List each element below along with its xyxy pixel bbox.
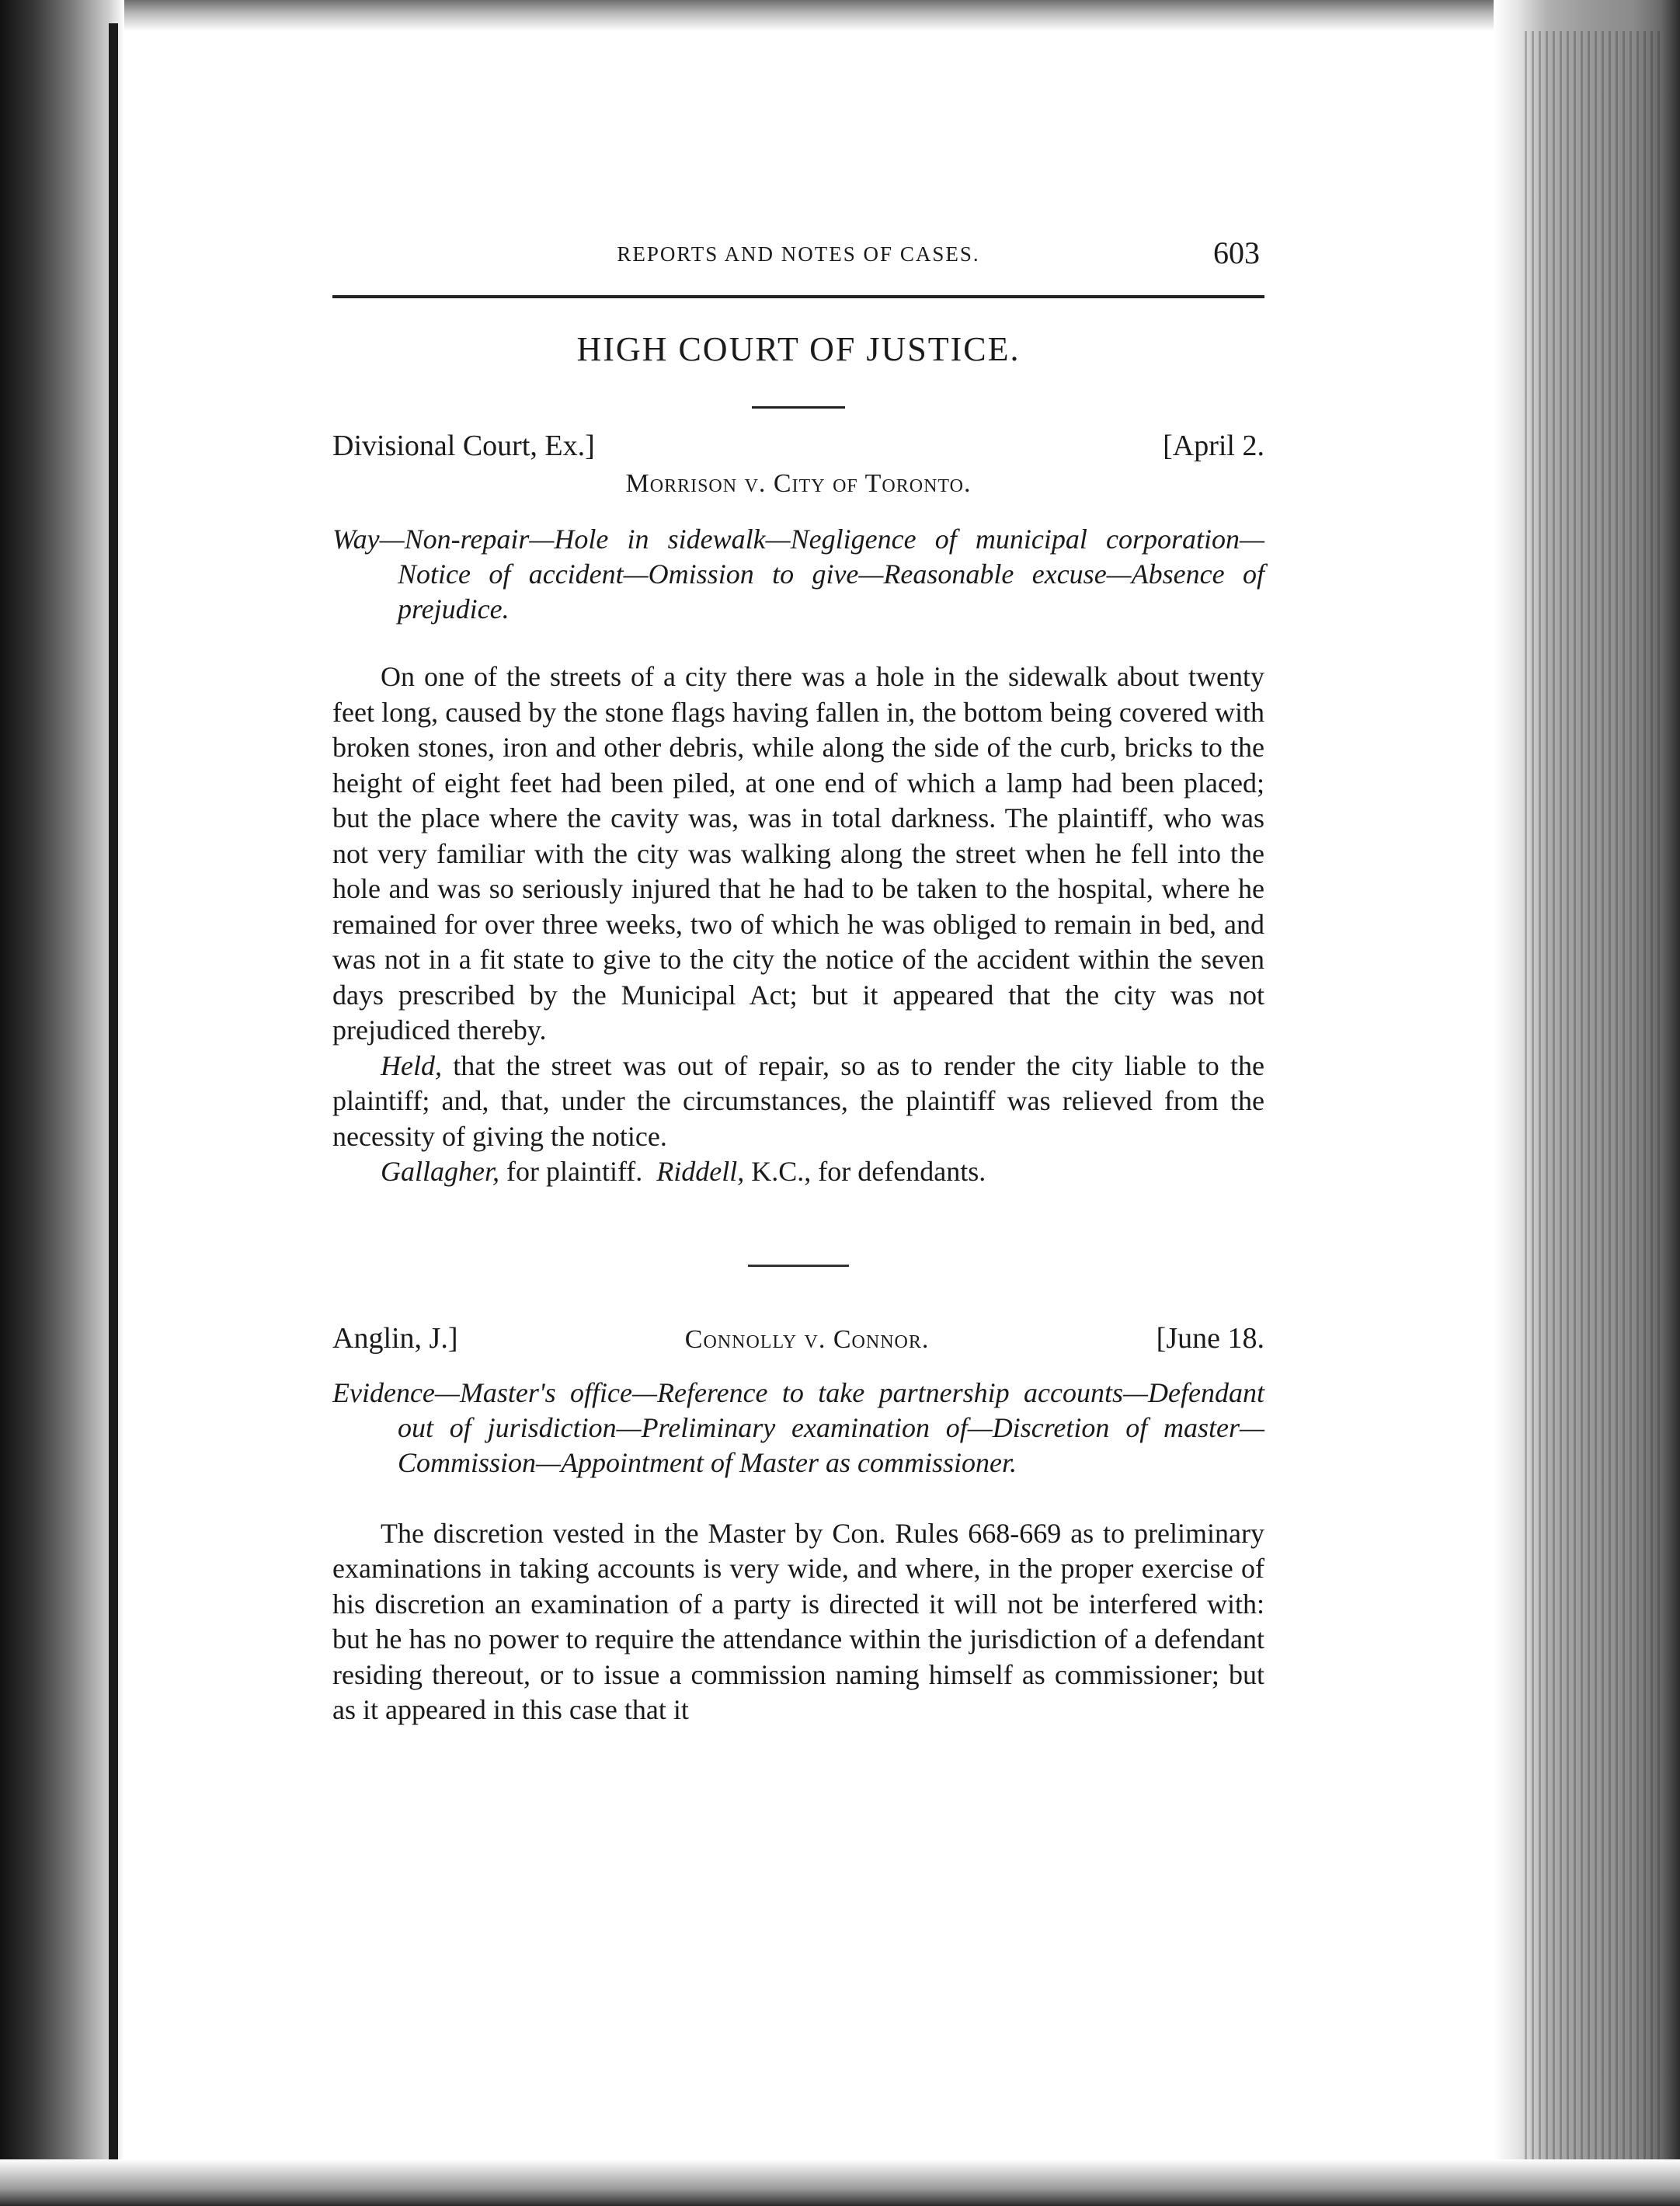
case1-counsel bbox=[332, 1154, 1264, 1190]
case1-name: Morrison v. City of Toronto. bbox=[625, 469, 972, 498]
counsel-plaintiff-name: Gallagher, bbox=[381, 1156, 499, 1187]
scan-left-edge bbox=[0, 0, 124, 2206]
case1-held-label: Held, bbox=[381, 1049, 442, 1081]
counsel-defendant-name: Riddell, bbox=[656, 1156, 745, 1187]
counsel-plaintiff-role: for plaintiff. bbox=[506, 1156, 643, 1187]
case2-date: [June 18. bbox=[1156, 1321, 1264, 1355]
case2-headnote: Evidence—Master's office—Reference to take partnership accounts—Defendant out of jurisdiction—Preliminary examination of—Discretion of master—Commission—Appointment of Master as commissioner. bbox=[332, 1376, 1264, 1478]
case2-name: Connolly v. Connor. bbox=[684, 1324, 930, 1354]
section-rule bbox=[748, 1265, 849, 1267]
case1-court: Divisional Court, Ex.] bbox=[332, 430, 595, 462]
title-rule bbox=[752, 406, 845, 409]
scan-bottom-edge bbox=[0, 2159, 1680, 2206]
page-content bbox=[332, 233, 1264, 1728]
header-rule bbox=[332, 295, 1264, 298]
case1-body: On one of the streets of a city there was a hole in the sidewalk about twenty feet long, caused by the stone flags having fallen in, the bottom being covered with broken stones, iron and other debris, while along the side of the curb, bricks to the height of eight feet had been piled, at one end of which a lamp had been placed; but the place where the cavity was, was in total darkness. The plaintiff, who was not very familiar with the city was walking along the street when he fell into the hole and was so seriously injured that he had to be taken to the hospital, where he remained for over three weeks, two of which he was obliged to remain in bed, and was not in a fit state to give to the city the notice of the accident within the seven days prescribed by the Municipal Act; but it appeared that the city was not prejudiced thereby. bbox=[332, 661, 1264, 1046]
case1-court-line bbox=[332, 429, 1264, 463]
case2-body: The discretion vested in the Master by Con. Rules 668-669 as to preliminary examinations in taking accounts is very wide, and where, in the proper exercise of his discretion an examination of a party is directed it will not be interfered with: but he has no power to require the attendance within the jurisdiction of a defendant residing thereout, or to issue a commission naming himself as commissioner; but as it appeared in this case that it bbox=[332, 1517, 1264, 1725]
scan-page-stack bbox=[1525, 31, 1664, 2175]
running-title: REPORTS AND NOTES OF CASES. bbox=[617, 242, 980, 266]
case1-held bbox=[332, 1049, 1264, 1155]
case2-judge: Anglin, J.] bbox=[332, 1321, 458, 1355]
running-head bbox=[332, 233, 1264, 280]
scan-binding-shadow bbox=[109, 23, 118, 2183]
counsel-defendant-role: K.C., for defendants. bbox=[751, 1156, 986, 1187]
page-number: 603 bbox=[1213, 235, 1260, 270]
case2-court-line bbox=[332, 1321, 1264, 1355]
case1-date: [April 2. bbox=[1163, 430, 1264, 462]
court-title: HIGH COURT OF JUSTICE. bbox=[576, 330, 1021, 368]
case1-headnote: Way—Non-repair—Hole in sidewalk—Negligence of municipal corporation—Notice of accident—Omission to give—Reasonable excuse—Absence of prejudice. bbox=[332, 524, 1264, 625]
scan-top-edge bbox=[0, 0, 1680, 31]
case1-held-text: that the street was out of repair, so as to render the city liable to the plaintiff; and, that, under the circumstances, the plaintiff was relieved from the necessity of giving the notice. bbox=[332, 1049, 1265, 1152]
